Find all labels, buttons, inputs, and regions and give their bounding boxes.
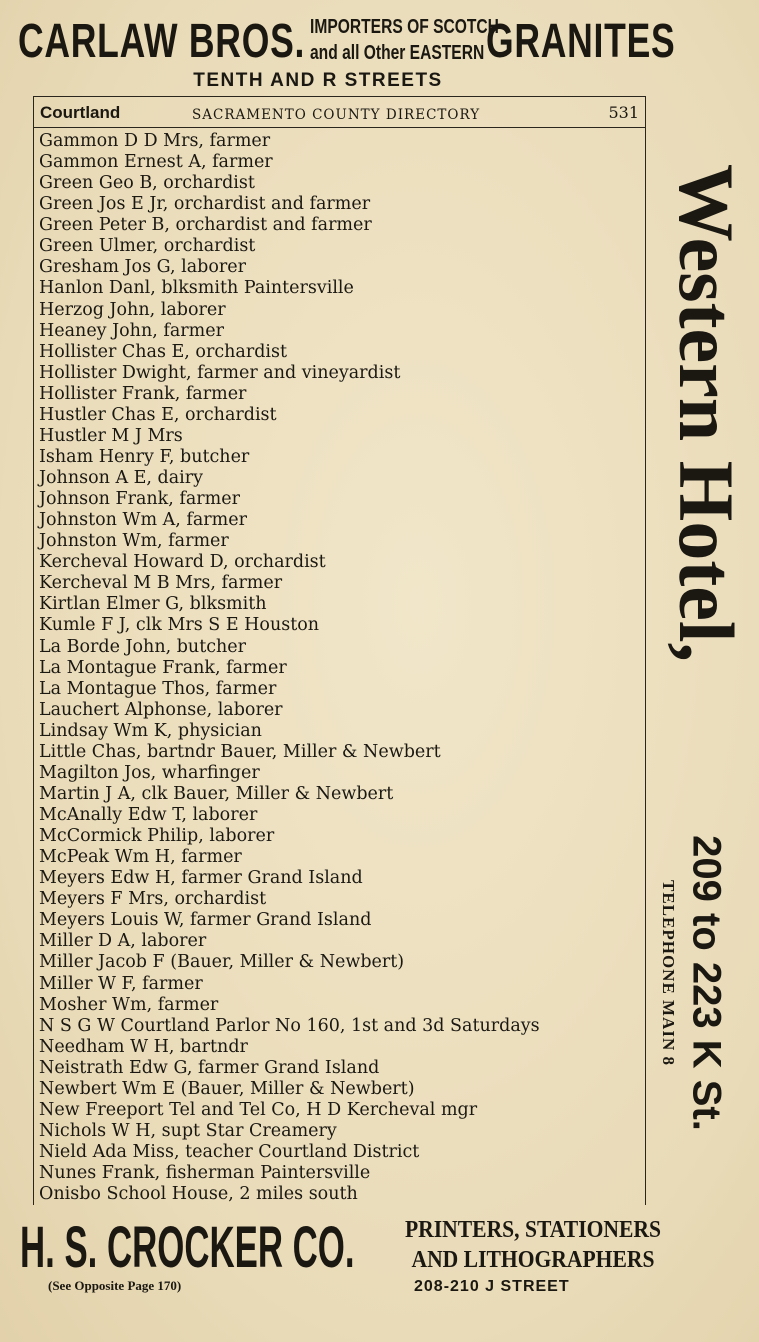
directory-entry: Hollister Chas E, orchardist [39, 341, 288, 362]
crocker-street: 208-210 J STREET [414, 1278, 570, 1295]
directory-entry: Johnston Wm, farmer [39, 531, 229, 552]
directory-entry: La Montague Frank, farmer [39, 657, 287, 678]
top-ad-address: TENTH AND R STREETS [193, 70, 443, 91]
directory-entry: Johnson Frank, farmer [39, 489, 240, 510]
directory-entry: Meyers Louis W, farmer Grand Island [39, 910, 372, 931]
directory-entry: Hanlon Danl, blksmith Paintersville [39, 278, 354, 299]
page-number: 531 [608, 103, 639, 122]
page-header [34, 97, 645, 128]
importers-line-2: and all Other EASTERN [310, 42, 485, 64]
directory-entry: Johnston Wm A, farmer [39, 510, 247, 531]
directory-entry: Needham W H, bartndr [39, 1036, 248, 1057]
directory-entry: Green Geo B, orchardist [39, 173, 255, 194]
directory-entry: Lindsay Wm K, physician [39, 720, 262, 741]
directory-entry: McPeak Wm H, farmer [39, 847, 242, 868]
directory-entry: Miller D A, laborer [39, 931, 207, 952]
directory-entry: Meyers Edw H, farmer Grand Island [39, 868, 363, 889]
crocker-company-name: H. S. CROCKER CO. [20, 1215, 355, 1280]
directory-entry: Heaney John, farmer [39, 320, 224, 341]
directory-entry: Martin J A, clk Bauer, Miller & Newbert [39, 783, 394, 804]
directory-entry: Green Jos E Jr, orchardist and farmer [39, 194, 371, 215]
directory-page-frame [33, 96, 646, 1205]
directory-entry: Little Chas, bartndr Bauer, Miller & Newbert [39, 741, 441, 762]
services-line-1: PRINTERS, STATIONERS [404, 1217, 662, 1243]
directory-entry: Kumle F J, clk Mrs S E Houston [39, 615, 320, 636]
directory-entry: Nunes Frank, fisherman Paintersville [39, 1163, 371, 1184]
directory-entry: Kercheval M B Mrs, farmer [39, 573, 283, 594]
directory-entry: Miller W F, farmer [39, 973, 203, 994]
directory-entry: Isham Henry F, butcher [39, 446, 250, 467]
hotel-address: 209 to 223 K St. [684, 835, 729, 1131]
directory-entry: Johnson A E, dairy [39, 468, 204, 488]
bottom-advertisement [0, 1205, 759, 1342]
directory-entry: Mosher Wm, farmer [39, 994, 219, 1015]
directory-entry: Hustler Chas E, orchardist [39, 404, 277, 425]
directory-entry: Onisbo School House, 2 miles south [39, 1184, 358, 1205]
importers-line-1: IMPORTERS OF SCOTCH [310, 16, 499, 38]
granites-label: GRANITES [486, 15, 676, 68]
directory-entry: Lauchert Alphonse, laborer [39, 699, 283, 720]
directory-entry: Nield Ada Miss, teacher Courtland District [39, 1142, 420, 1162]
directory-entry: La Montague Thos, farmer [39, 678, 277, 699]
directory-entry: Hustler M J Mrs [39, 425, 183, 446]
directory-entry: Hollister Frank, farmer [39, 383, 247, 404]
directory-entry: Hollister Dwight, farmer and vineyardist [39, 362, 401, 383]
carlaw-bros-name: CARLAW BROS. [18, 15, 306, 68]
directory-entry: Gammon Ernest A, farmer [39, 152, 273, 173]
directory-entry: Newbert Wm E (Bauer, Miller & Newbert) [39, 1078, 415, 1099]
directory-entries [39, 131, 540, 1205]
directory-entry: Meyers F Mrs, orchardist [39, 889, 267, 910]
section-location: Courtland [40, 103, 121, 122]
directory-entry: Magilton Jos, wharfinger [39, 762, 260, 783]
top-advertisement [18, 8, 676, 98]
importers-text [310, 14, 499, 66]
directory-entry: McAnally Edw T, laborer [39, 805, 258, 825]
directory-entry: Gammon D D Mrs, farmer [39, 131, 271, 151]
hotel-name: Western Hotel, [663, 163, 750, 663]
directory-entry: Neistrath Edw G, farmer Grand Island [39, 1057, 380, 1078]
directory-entry: Kercheval Howard D, orchardist [39, 552, 326, 573]
directory-entry: Nichols W H, supt Star Creamery [39, 1120, 337, 1141]
services-line-2: AND LITHOGRAPHERS [411, 1247, 655, 1273]
directory-entry: N S G W Courtland Parlor No 160, 1st and 3d Saturdays [39, 1015, 540, 1036]
crocker-services [403, 1215, 664, 1275]
directory-entry: Gresham Jos G, laborer [39, 257, 246, 278]
hotel-telephone: TELEPHONE MAIN 8 [659, 879, 678, 1067]
directory-entry: Green Peter B, orchardist and farmer [39, 215, 372, 236]
directory-entry: Kirtlan Elmer G, blksmith [39, 594, 267, 615]
directory-entry: McCormick Philip, laborer [39, 826, 275, 847]
directory-entry: New Freeport Tel and Tel Co, H D Kercheval mgr [39, 1099, 478, 1120]
side-advertisement [656, 103, 756, 1213]
directory-entry: Herzog John, laborer [39, 299, 226, 320]
directory-entry: Miller Jacob F (Bauer, Miller & Newbert) [39, 952, 405, 973]
directory-entry: La Borde John, butcher [39, 636, 247, 657]
opposite-page-note: (See Opposite Page 170) [48, 1278, 182, 1293]
directory-title: SACRAMENTO COUNTY DIRECTORY [192, 107, 481, 123]
directory-entry: Green Ulmer, orchardist [39, 236, 256, 257]
